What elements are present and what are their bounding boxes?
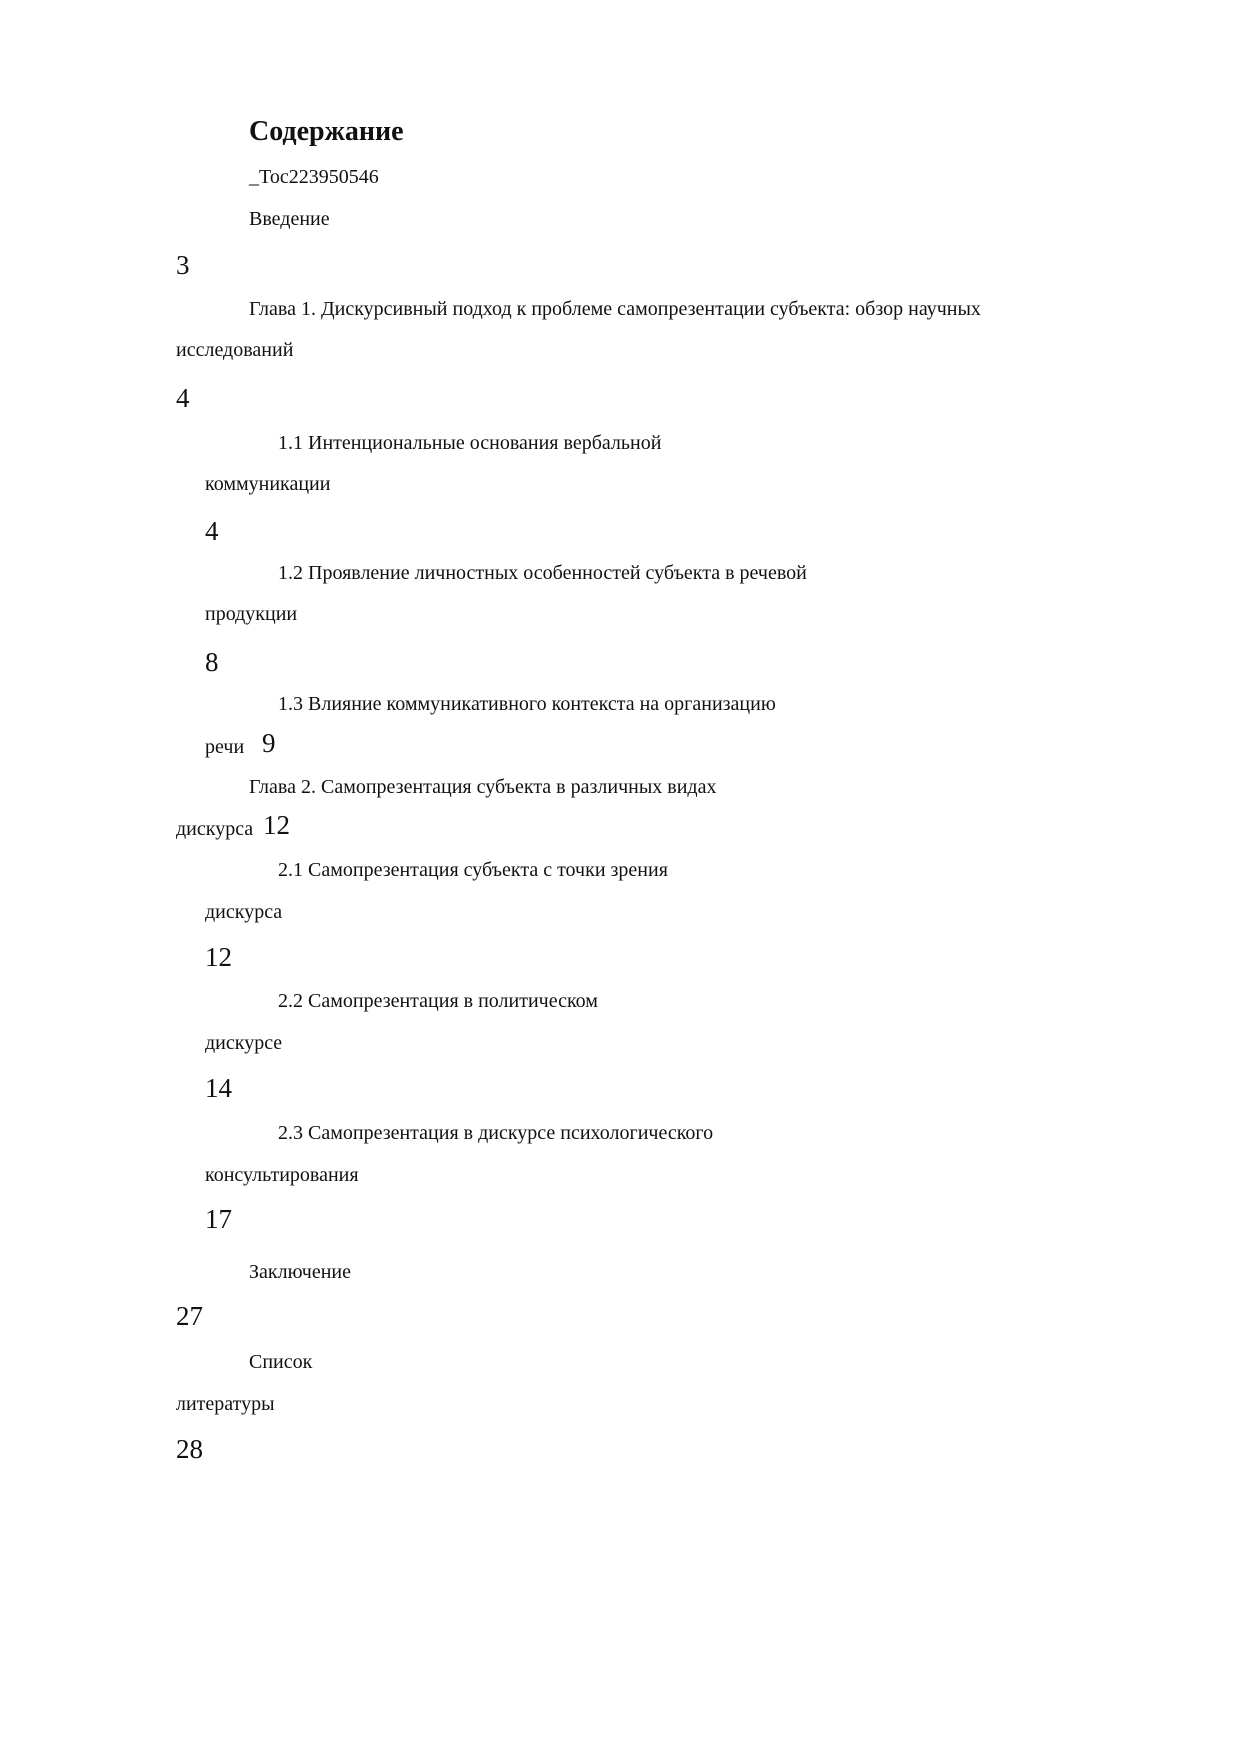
toc-page-number: 12	[263, 810, 290, 840]
toc-entry-section-2-2-cont: дискурсе	[205, 1032, 283, 1054]
toc-entry-section-2-2[interactable]: 2.2 Самопрезентация в политическом	[278, 990, 598, 1012]
toc-page-number: 4	[205, 516, 219, 546]
toc-entry-section-1-3[interactable]: 1.3 Влияние коммуникативного контекста на организацию	[278, 693, 776, 715]
toc-entry-section-1-1[interactable]: 1.1 Интенциональные основания вербальной	[278, 432, 662, 454]
toc-page-number: 3	[176, 250, 190, 280]
toc-entry-section-2-3[interactable]: 2.3 Самопрезентация в дискурсе психологического	[278, 1122, 714, 1144]
toc-entry-section-1-3-cont: речи	[205, 736, 245, 758]
toc-entry-section-1-2[interactable]: 1.2 Проявление личностных особенностей субъекта в речевой	[278, 562, 807, 584]
toc-page-number: 4	[176, 383, 190, 413]
toc-page-number: 12	[205, 942, 232, 972]
toc-page-number: 17	[205, 1204, 232, 1234]
toc-page-number: 28	[176, 1434, 203, 1464]
toc-bookmark: _Toc223950546	[249, 166, 379, 188]
toc-page-number: 9	[262, 728, 276, 758]
toc-title: Содержание	[249, 116, 404, 147]
toc-entry-chapter-1-cont: исследований	[176, 339, 294, 361]
toc-entry-section-1-1-cont: коммуникации	[205, 473, 331, 495]
toc-page-number: 14	[205, 1073, 232, 1103]
toc-entry-bibliography-cont: литературы	[176, 1393, 275, 1415]
toc-entry-section-2-3-cont: консультирования	[205, 1164, 359, 1186]
toc-page-number: 27	[176, 1301, 203, 1331]
toc-entry-chapter-2-cont: дискурса	[176, 818, 254, 840]
toc-entry-section-2-1-cont: дискурса	[205, 901, 283, 923]
toc-page-number: 8	[205, 647, 219, 677]
toc-entry-chapter-1[interactable]: Глава 1. Дискурсивный подход к проблеме самопрезентации субъекта: обзор научных	[249, 298, 981, 320]
toc-entry-bibliography[interactable]: Список	[249, 1351, 313, 1373]
toc-entry-section-2-1[interactable]: 2.1 Самопрезентация субъекта с точки зрения	[278, 859, 668, 881]
toc-entry-section-1-2-cont: продукции	[205, 603, 298, 625]
toc-entry-conclusion[interactable]: Заключение	[249, 1261, 351, 1283]
toc-entry-chapter-2[interactable]: Глава 2. Самопрезентация субъекта в различных видах	[249, 776, 717, 798]
toc-entry-introduction[interactable]: Введение	[249, 208, 330, 230]
